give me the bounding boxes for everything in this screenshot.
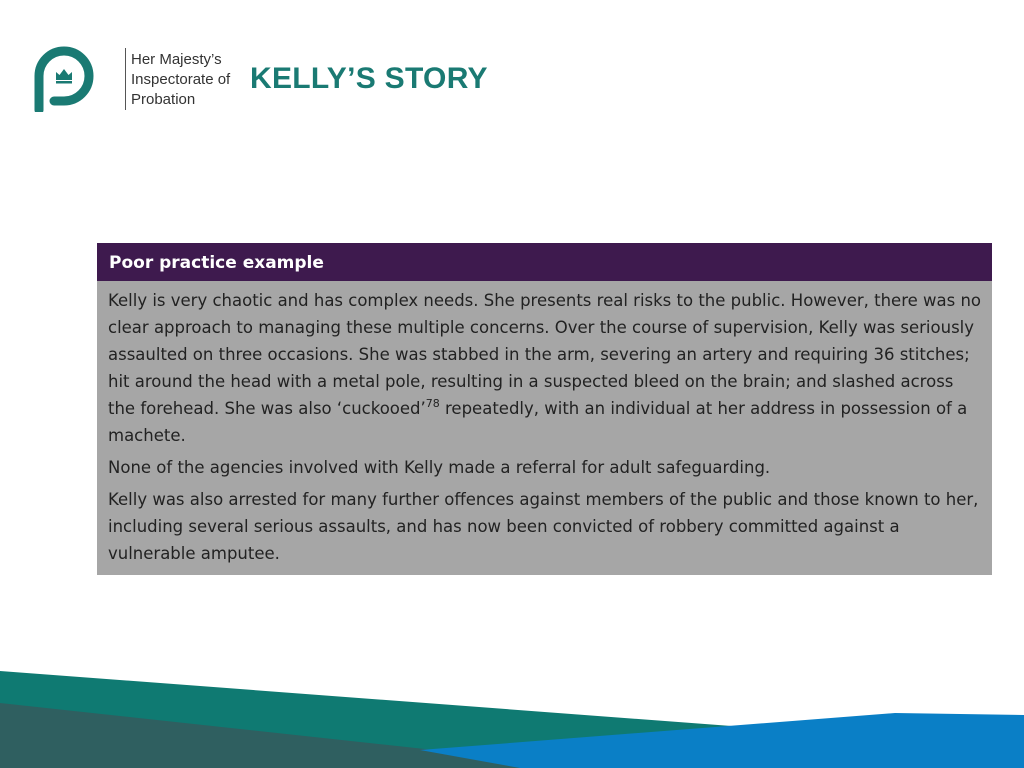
logo-text [131, 50, 230, 110]
paragraph-3: Kelly was also arrested for many further offences against members of the public and those known to her, including several serious assaults, and has now been convicted of robbery committed against a vulnerable amputee. [108, 490, 979, 563]
crown-icon [53, 65, 75, 87]
footnote-ref: 78 [425, 397, 440, 410]
logo-line-1: Her Majesty’s [131, 51, 222, 68]
practice-example-box [97, 243, 992, 575]
footer-decoration [0, 668, 1024, 768]
logo-line-2: Inspectorate of [131, 71, 231, 88]
logo-divider [125, 48, 126, 110]
hmip-logo [34, 46, 234, 116]
box-body [97, 281, 992, 575]
box-header: Poor practice example [97, 243, 992, 281]
paragraph-2: None of the agencies involved with Kelly made a referral for adult safeguarding. [108, 458, 771, 477]
logo-line-3: Probation [131, 91, 196, 108]
page-title: KELLY’S STORY [250, 62, 488, 95]
paragraph-1-text-a: Kelly is very chaotic and has complex needs. She presents real risks to the public. However, there was no clear approach to managing these multiple concerns. Over the course of supervision, Kelly was seriously assaulted on three occasions. She was stabbed in the arm, severing an artery and requiring 36 stitches; hit around the head with a metal pole, resulting in a suspected bleed on the brain; and slashed across the forehead. She was also ‘cuckooed’ [108, 291, 982, 418]
hmip-p-mark-icon [34, 46, 94, 112]
paragraph-1 [108, 287, 982, 449]
paragraph-1-text-b: repeatedly, with an individual at her address in possession of a machete. [108, 399, 968, 445]
